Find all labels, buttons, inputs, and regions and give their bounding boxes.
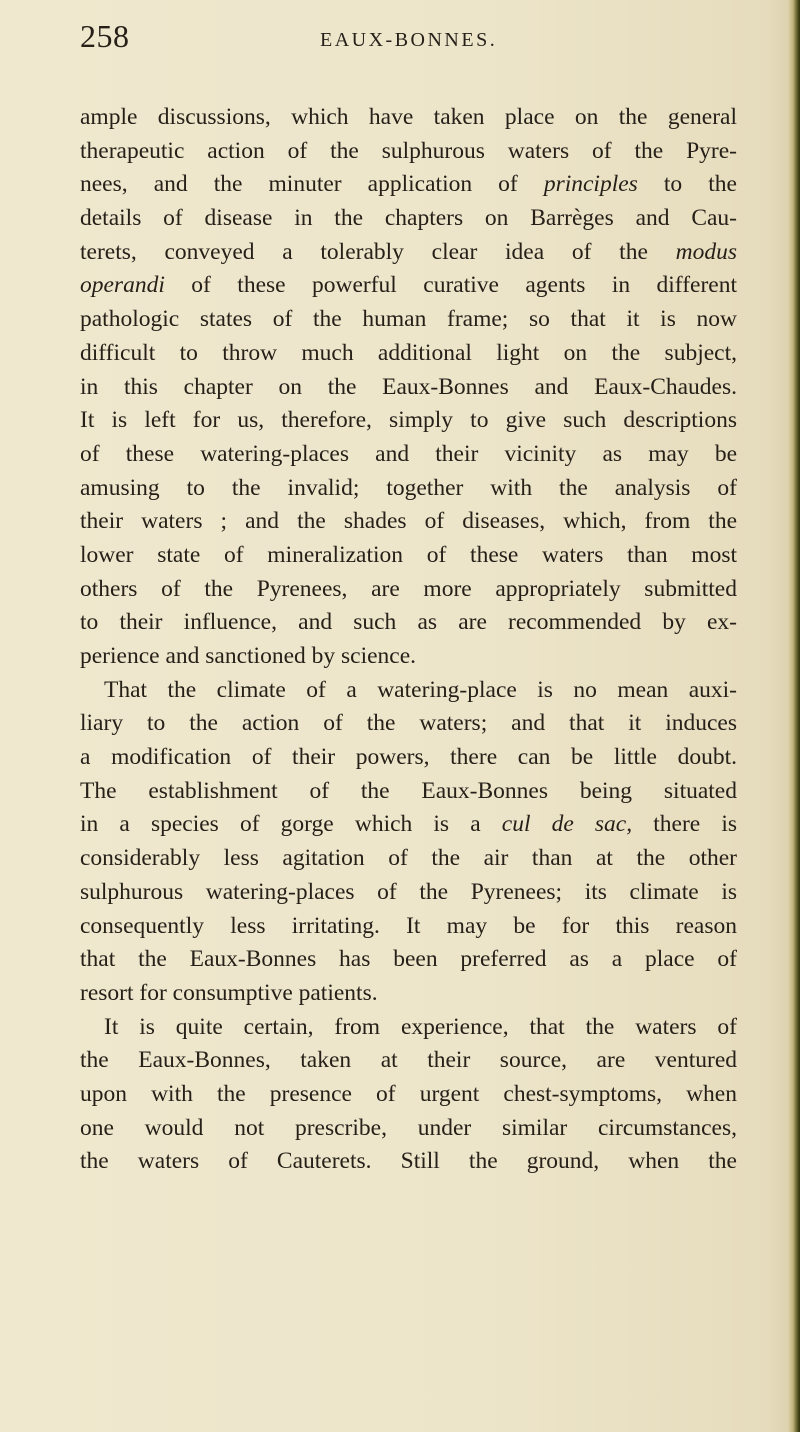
text-line: terets, conveyed a tolerably clear idea of the modus	[80, 238, 737, 265]
text-line: in this chapter on the Eaux-Bonnes and Eaux-Chaudes.	[80, 373, 737, 400]
text-line: upon with the presence of urgent chest-symptoms, when	[80, 1080, 737, 1107]
text-line: liary to the action of the waters; and that it induces	[80, 710, 737, 737]
text-line: therapeutic action of the sulphurous waters of the Pyre-	[80, 137, 737, 164]
text-line: resort for consumptive patients.	[80, 979, 378, 1006]
text-line: The establishment of the Eaux-Bonnes being situated	[80, 777, 737, 804]
text-line: It is left for us, therefore, simply to give such descriptions	[80, 407, 737, 434]
text-line: ample discussions, which have taken place on the general	[80, 104, 737, 130]
text-line: the waters of Cauterets. Still the ground, when the	[80, 1148, 737, 1175]
text-line: one would not prescribe, under similar circumstances,	[80, 1114, 737, 1141]
text-line: considerably less agitation of the air than at the other	[80, 845, 737, 872]
text-line: sulphurous watering-places of the Pyrenees; its climate is	[80, 878, 737, 905]
text-line: to their influence, and such as are recommended by ex-	[80, 609, 737, 636]
text-line: that the Eaux-Bonnes has been preferred as a place of	[80, 946, 737, 973]
text-line: pathologic states of the human frame; so that it is now	[80, 306, 737, 333]
text-line: the Eaux-Bonnes, taken at their source, are ventured	[80, 1047, 737, 1074]
text-line: That the climate of a watering-place is no mean auxi-	[104, 676, 737, 703]
body-text	[80, 101, 737, 1179]
text-line: in a species of gorge which is a cul de sac, there is	[80, 811, 737, 838]
text-line: others of the Pyrenees, are more appropriately submitted	[80, 575, 737, 602]
text-line: lower state of mineralization of these waters than most	[80, 541, 737, 568]
page-edge-shadow	[788, 0, 800, 1432]
text-line: operandi of these powerful curative agents in different	[80, 272, 737, 299]
text-line: of these watering-places and their vicinity as may be	[80, 440, 737, 467]
text-line: amusing to the invalid; together with the analysis of	[80, 474, 737, 501]
text-line: It is quite certain, from experience, that the waters of	[104, 1013, 737, 1040]
text-line: a modification of their powers, there can be little doubt.	[80, 744, 737, 771]
text-line: their waters ; and the shades of diseases, which, from the	[80, 508, 737, 535]
page-number: 258	[80, 18, 130, 54]
running-head: EAUX-BONNES.	[320, 29, 498, 51]
text-line: difficult to throw much additional light on the subject,	[80, 339, 737, 366]
text-line: consequently less irritating. It may be for this reason	[80, 912, 737, 939]
page-header	[80, 18, 730, 58]
text-line: details of disease in the chapters on Barrèges and Cau-	[80, 205, 737, 232]
text-line: nees, and the minuter application of principles to the	[80, 171, 737, 198]
text-line: perience and sanctioned by science.	[80, 643, 417, 669]
